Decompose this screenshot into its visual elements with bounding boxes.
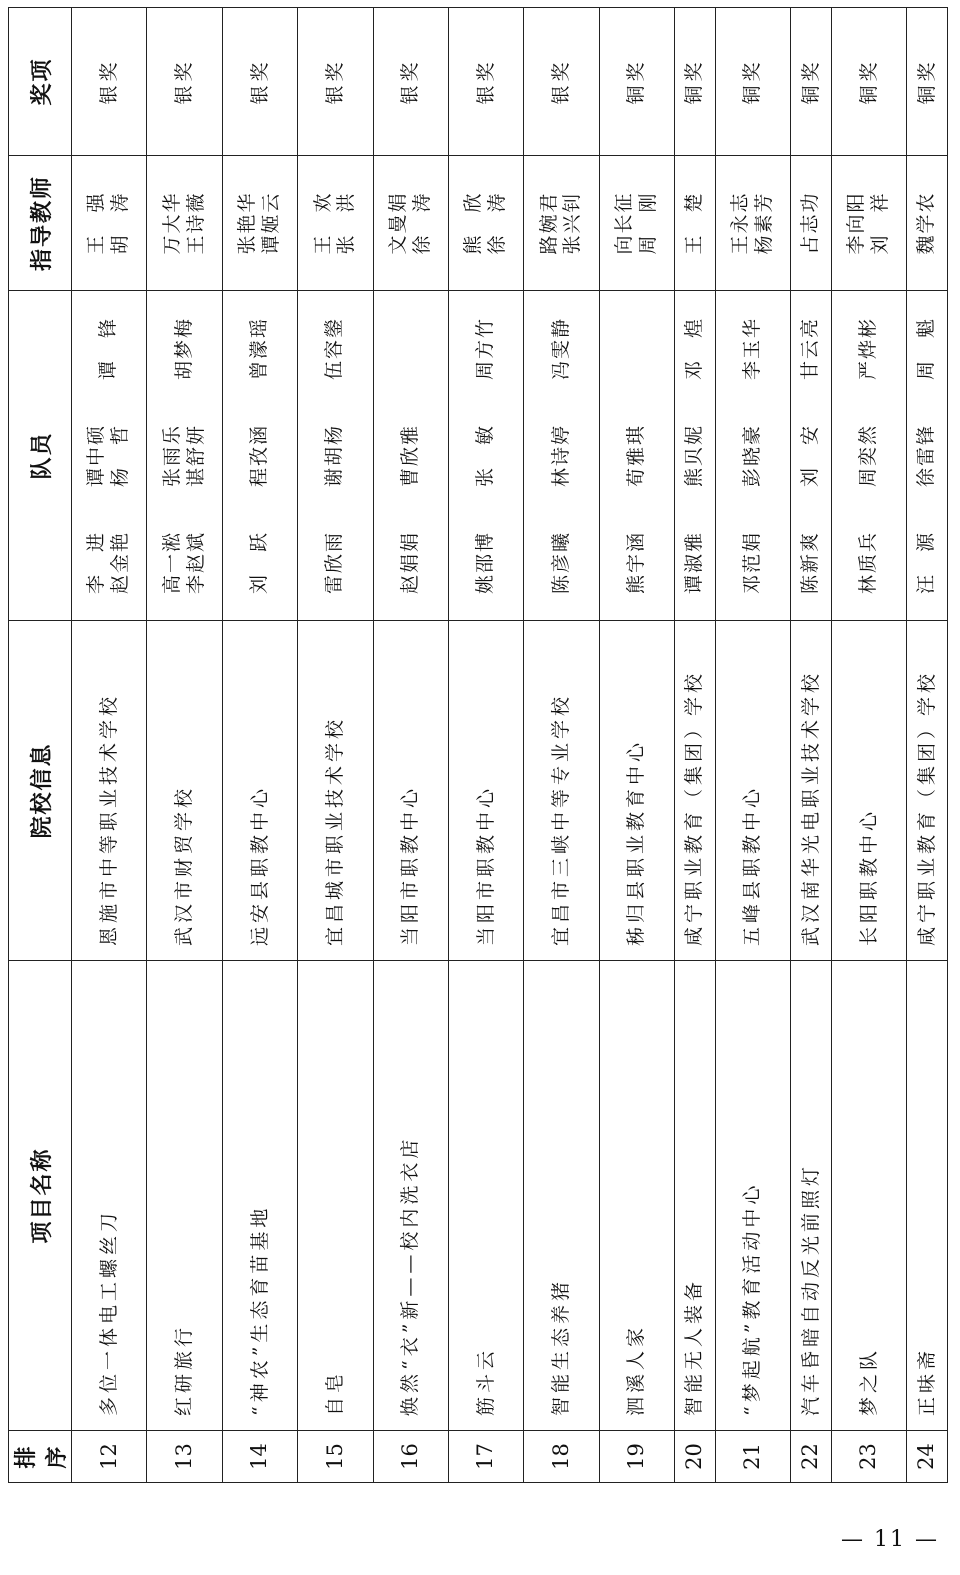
members-grid <box>832 295 906 616</box>
member-group <box>85 531 133 594</box>
member-group <box>323 531 347 594</box>
member-name: 徐雷锋 <box>915 424 938 488</box>
member-group <box>550 531 574 594</box>
member-name: 荀雅琪 <box>624 424 647 488</box>
teacher-name: 王 强 <box>85 191 108 255</box>
teacher-name: 谭姬云 <box>259 191 282 255</box>
members-grid <box>791 295 831 616</box>
cell-teachers <box>373 156 448 291</box>
member-name: 严烨彬 <box>857 317 880 381</box>
member-name: 李 进 <box>85 531 108 595</box>
member-group <box>683 424 707 487</box>
member-name: 姚邵博 <box>474 531 497 595</box>
cell-award: 铜奖 <box>675 8 716 156</box>
teacher-list <box>613 162 661 284</box>
cell-teachers <box>791 156 832 291</box>
cell-school: 远安县职教中心 <box>222 621 297 961</box>
member-name: 邓范娟 <box>741 531 764 595</box>
member-group <box>799 317 823 380</box>
member-group <box>248 424 272 487</box>
member-name: 刘 安 <box>799 424 822 488</box>
teacher-name: 魏学农 <box>915 191 938 255</box>
teacher-name: 路婉君 <box>537 191 560 255</box>
member-name: 伍容鎣 <box>323 317 346 381</box>
cell-school: 秭归县职业教育中心 <box>599 621 674 961</box>
teacher-name: 向长征 <box>613 191 636 255</box>
cell-project: 筋斗云 <box>448 961 523 1431</box>
teacher-name: 万大华 <box>160 191 183 255</box>
cell-award: 银奖 <box>222 8 297 156</box>
cell-award: 铜奖 <box>715 8 790 156</box>
member-name: 周方竹 <box>474 317 497 381</box>
member-group <box>85 424 133 487</box>
member-name: 曹欣雅 <box>398 424 421 488</box>
cell-school: 五峰县职教中心 <box>715 621 790 961</box>
members-grid <box>374 295 448 616</box>
teacher-name: 杨素芳 <box>752 191 775 255</box>
table-row <box>298 8 373 1483</box>
cell-rank: 22 <box>791 1431 832 1483</box>
cell-teachers <box>147 156 222 291</box>
teacher-name: 王 楚 <box>682 191 705 255</box>
teacher-name: 张艳华 <box>236 191 259 255</box>
teacher-name: 周 刚 <box>636 191 659 255</box>
cell-award: 银奖 <box>298 8 373 156</box>
member-name: 杨 哲 <box>109 424 132 488</box>
teacher-name: 王永志 <box>729 191 752 255</box>
cell-teachers <box>448 156 523 291</box>
teacher-name: 熊 欣 <box>462 191 485 255</box>
members-grid <box>524 295 598 616</box>
members-grid <box>72 295 146 616</box>
member-name: 甘云亮 <box>799 317 822 381</box>
header-award: 奖项 <box>9 8 72 156</box>
cell-teachers <box>675 156 716 291</box>
table-row <box>222 8 297 1483</box>
teacher-name: 徐 涛 <box>486 191 509 255</box>
member-group <box>97 317 121 380</box>
header-school: 院校信息 <box>9 621 72 961</box>
member-group <box>625 424 649 487</box>
table-row <box>524 8 599 1483</box>
cell-rank: 15 <box>298 1431 373 1483</box>
cell-award: 银奖 <box>373 8 448 156</box>
cell-project: 焕然“衣”新——校内洗衣店 <box>373 961 448 1431</box>
header-rank: 排序 <box>9 1431 72 1483</box>
cell-members <box>791 291 832 621</box>
member-name: 程孜涵 <box>248 424 271 488</box>
header-teachers: 指导教师 <box>9 156 72 291</box>
cell-project: 智能无人装备 <box>675 961 716 1431</box>
cell-members <box>72 291 147 621</box>
member-name: 曾濛瑶 <box>248 317 271 381</box>
teacher-list <box>236 162 284 284</box>
member-group <box>550 424 574 487</box>
cell-teachers <box>222 156 297 291</box>
member-group <box>683 317 707 380</box>
cell-rank: 18 <box>524 1431 599 1483</box>
award-table <box>8 7 948 1483</box>
members-grid <box>449 295 523 616</box>
cell-teachers <box>907 156 948 291</box>
cell-project: 红研旅行 <box>147 961 222 1431</box>
cell-rank: 23 <box>831 1431 906 1483</box>
table-row <box>72 8 147 1483</box>
teacher-list <box>538 162 586 284</box>
cell-award: 铜奖 <box>791 8 832 156</box>
table-row <box>791 8 832 1483</box>
table-body <box>72 8 948 1483</box>
teacher-list <box>312 162 360 284</box>
cell-teachers <box>298 156 373 291</box>
teacher-list <box>462 162 510 284</box>
teacher-list <box>85 162 133 284</box>
member-name: 谭淑雅 <box>682 531 705 595</box>
teacher-list <box>729 162 777 284</box>
cell-project: 汽车昏暗自动反光前照灯 <box>791 961 832 1431</box>
cell-award: 银奖 <box>448 8 523 156</box>
member-name: 谢胡杨 <box>323 424 346 488</box>
cell-school: 宜昌市三峡中等专业学校 <box>524 621 599 961</box>
member-name: 高一淞 <box>160 531 183 595</box>
member-name: 谭 锋 <box>97 317 120 381</box>
cell-school: 当阳市职教中心 <box>373 621 448 961</box>
member-name: 赵娟娟 <box>398 531 421 595</box>
table-row <box>675 8 716 1483</box>
teacher-name: 王诗薇 <box>184 191 207 255</box>
member-name: 熊贝妮 <box>682 424 705 488</box>
cell-school: 武汉市财贸学校 <box>147 621 222 961</box>
cell-school: 恩施市中等职业技术学校 <box>72 621 147 961</box>
member-group <box>161 531 209 594</box>
member-group <box>799 531 823 594</box>
teacher-name: 徐 涛 <box>410 191 433 255</box>
cell-rank: 13 <box>147 1431 222 1483</box>
member-group <box>683 531 707 594</box>
members-grid <box>600 295 674 616</box>
cell-school: 咸宁职业教育（集团）学校 <box>907 621 948 961</box>
cell-members <box>599 291 674 621</box>
cell-school: 咸宁职业教育（集团）学校 <box>675 621 716 961</box>
member-name: 张雨乐 <box>160 424 183 488</box>
member-group <box>857 531 881 594</box>
member-group <box>399 531 423 594</box>
table-row <box>448 8 523 1483</box>
cell-project: 多位一体电工螺丝刀 <box>72 961 147 1431</box>
cell-members <box>448 291 523 621</box>
member-group <box>248 531 272 594</box>
cell-teachers <box>715 156 790 291</box>
teacher-name: 张兴钊 <box>561 191 584 255</box>
member-name: 赵金艳 <box>109 531 132 595</box>
member-name: 冯雯静 <box>549 317 572 381</box>
member-group <box>915 424 939 487</box>
cell-rank: 20 <box>675 1431 716 1483</box>
member-name: 陈彦曦 <box>549 531 572 595</box>
member-name: 汪 源 <box>915 531 938 595</box>
member-group <box>323 317 347 380</box>
teacher-list <box>915 162 939 284</box>
teacher-list <box>845 162 893 284</box>
members-grid <box>298 295 372 616</box>
member-name: 谭中硕 <box>85 424 108 488</box>
cell-teachers <box>599 156 674 291</box>
cell-teachers <box>72 156 147 291</box>
member-name: 林诗婷 <box>549 424 572 488</box>
member-group <box>741 531 765 594</box>
cell-members <box>222 291 297 621</box>
cell-award: 铜奖 <box>599 8 674 156</box>
member-group <box>173 317 197 380</box>
cell-members <box>907 291 948 621</box>
cell-school: 当阳市职教中心 <box>448 621 523 961</box>
table-row <box>831 8 906 1483</box>
cell-award: 铜奖 <box>907 8 948 156</box>
member-name: 林质兵 <box>857 531 880 595</box>
cell-rank: 16 <box>373 1431 448 1483</box>
cell-members <box>373 291 448 621</box>
member-group <box>474 317 498 380</box>
cell-members <box>675 291 716 621</box>
cell-teachers <box>831 156 906 291</box>
cell-award: 铜奖 <box>831 8 906 156</box>
members-grid <box>907 295 947 616</box>
member-group <box>625 531 649 594</box>
member-group <box>915 531 939 594</box>
cell-rank: 19 <box>599 1431 674 1483</box>
members-grid <box>223 295 297 616</box>
teacher-name: 胡 涛 <box>109 191 132 255</box>
cell-teachers <box>524 156 599 291</box>
members-grid <box>147 295 221 616</box>
member-group <box>741 317 765 380</box>
member-group <box>474 424 498 487</box>
cell-rank: 21 <box>715 1431 790 1483</box>
teacher-name: 占志功 <box>799 191 822 255</box>
member-name: 彭晓豪 <box>741 424 764 488</box>
member-name: 周 魁 <box>915 317 938 381</box>
cell-rank: 14 <box>222 1431 297 1483</box>
member-group <box>399 424 423 487</box>
header-project: 项目名称 <box>9 961 72 1431</box>
member-name: 刘 跃 <box>248 531 271 595</box>
cell-school: 武汉南华光电职业技术学校 <box>791 621 832 961</box>
member-group <box>741 424 765 487</box>
cell-members <box>831 291 906 621</box>
table-row <box>147 8 222 1483</box>
teacher-list <box>387 162 435 284</box>
cell-members <box>147 291 222 621</box>
member-name: 邓 煌 <box>682 317 705 381</box>
member-group <box>799 424 823 487</box>
cell-members <box>715 291 790 621</box>
teacher-name: 王 欢 <box>311 191 334 255</box>
member-group <box>857 424 881 487</box>
cell-project: 正味斋 <box>907 961 948 1431</box>
member-group <box>915 317 939 380</box>
cell-project: “神农”生态育苗基地 <box>222 961 297 1431</box>
table-row <box>907 8 948 1483</box>
member-name: 谌舒妍 <box>184 424 207 488</box>
teacher-name: 李向阳 <box>845 191 868 255</box>
member-name: 胡梦梅 <box>172 317 195 381</box>
cell-project: “梦起航”教育活动中心 <box>715 961 790 1431</box>
cell-project: 自皂 <box>298 961 373 1431</box>
member-group <box>248 317 272 380</box>
cell-project: 泗溪人家 <box>599 961 674 1431</box>
member-name: 李赵斌 <box>184 531 207 595</box>
header-members: 队员 <box>9 291 72 621</box>
cell-rank: 24 <box>907 1431 948 1483</box>
member-group <box>161 424 209 487</box>
cell-members <box>524 291 599 621</box>
header-row <box>9 8 72 1483</box>
cell-members <box>298 291 373 621</box>
cell-award: 银奖 <box>72 8 147 156</box>
cell-school: 长阳职教中心 <box>831 621 906 961</box>
member-name: 陈新爽 <box>799 531 822 595</box>
table-row <box>373 8 448 1483</box>
member-name: 雷欣雨 <box>323 531 346 595</box>
cell-project: 梦之队 <box>831 961 906 1431</box>
member-name: 周奕然 <box>857 424 880 488</box>
member-group <box>550 317 574 380</box>
member-name: 李玉华 <box>741 317 764 381</box>
teacher-name: 刘 祥 <box>868 191 891 255</box>
member-group <box>323 424 347 487</box>
members-grid <box>675 295 715 616</box>
page-number: — 11 — <box>841 1527 939 1552</box>
cell-school: 宜昌城市职业技术学校 <box>298 621 373 961</box>
cell-award: 银奖 <box>147 8 222 156</box>
cell-project: 智能生态养猪 <box>524 961 599 1431</box>
teacher-name: 张 洪 <box>335 191 358 255</box>
teacher-name: 文曼娟 <box>386 191 409 255</box>
member-name: 张 敏 <box>474 424 497 488</box>
member-name: 熊宇涵 <box>624 531 647 595</box>
table-row <box>715 8 790 1483</box>
cell-award: 银奖 <box>524 8 599 156</box>
member-group <box>857 317 881 380</box>
teacher-list <box>161 162 209 284</box>
cell-rank: 12 <box>72 1431 147 1483</box>
member-group <box>474 531 498 594</box>
teacher-list <box>799 162 823 284</box>
members-grid <box>716 295 790 616</box>
cell-rank: 17 <box>448 1431 523 1483</box>
teacher-list <box>683 162 707 284</box>
table-row <box>599 8 674 1483</box>
award-table-rotated <box>8 8 948 1483</box>
